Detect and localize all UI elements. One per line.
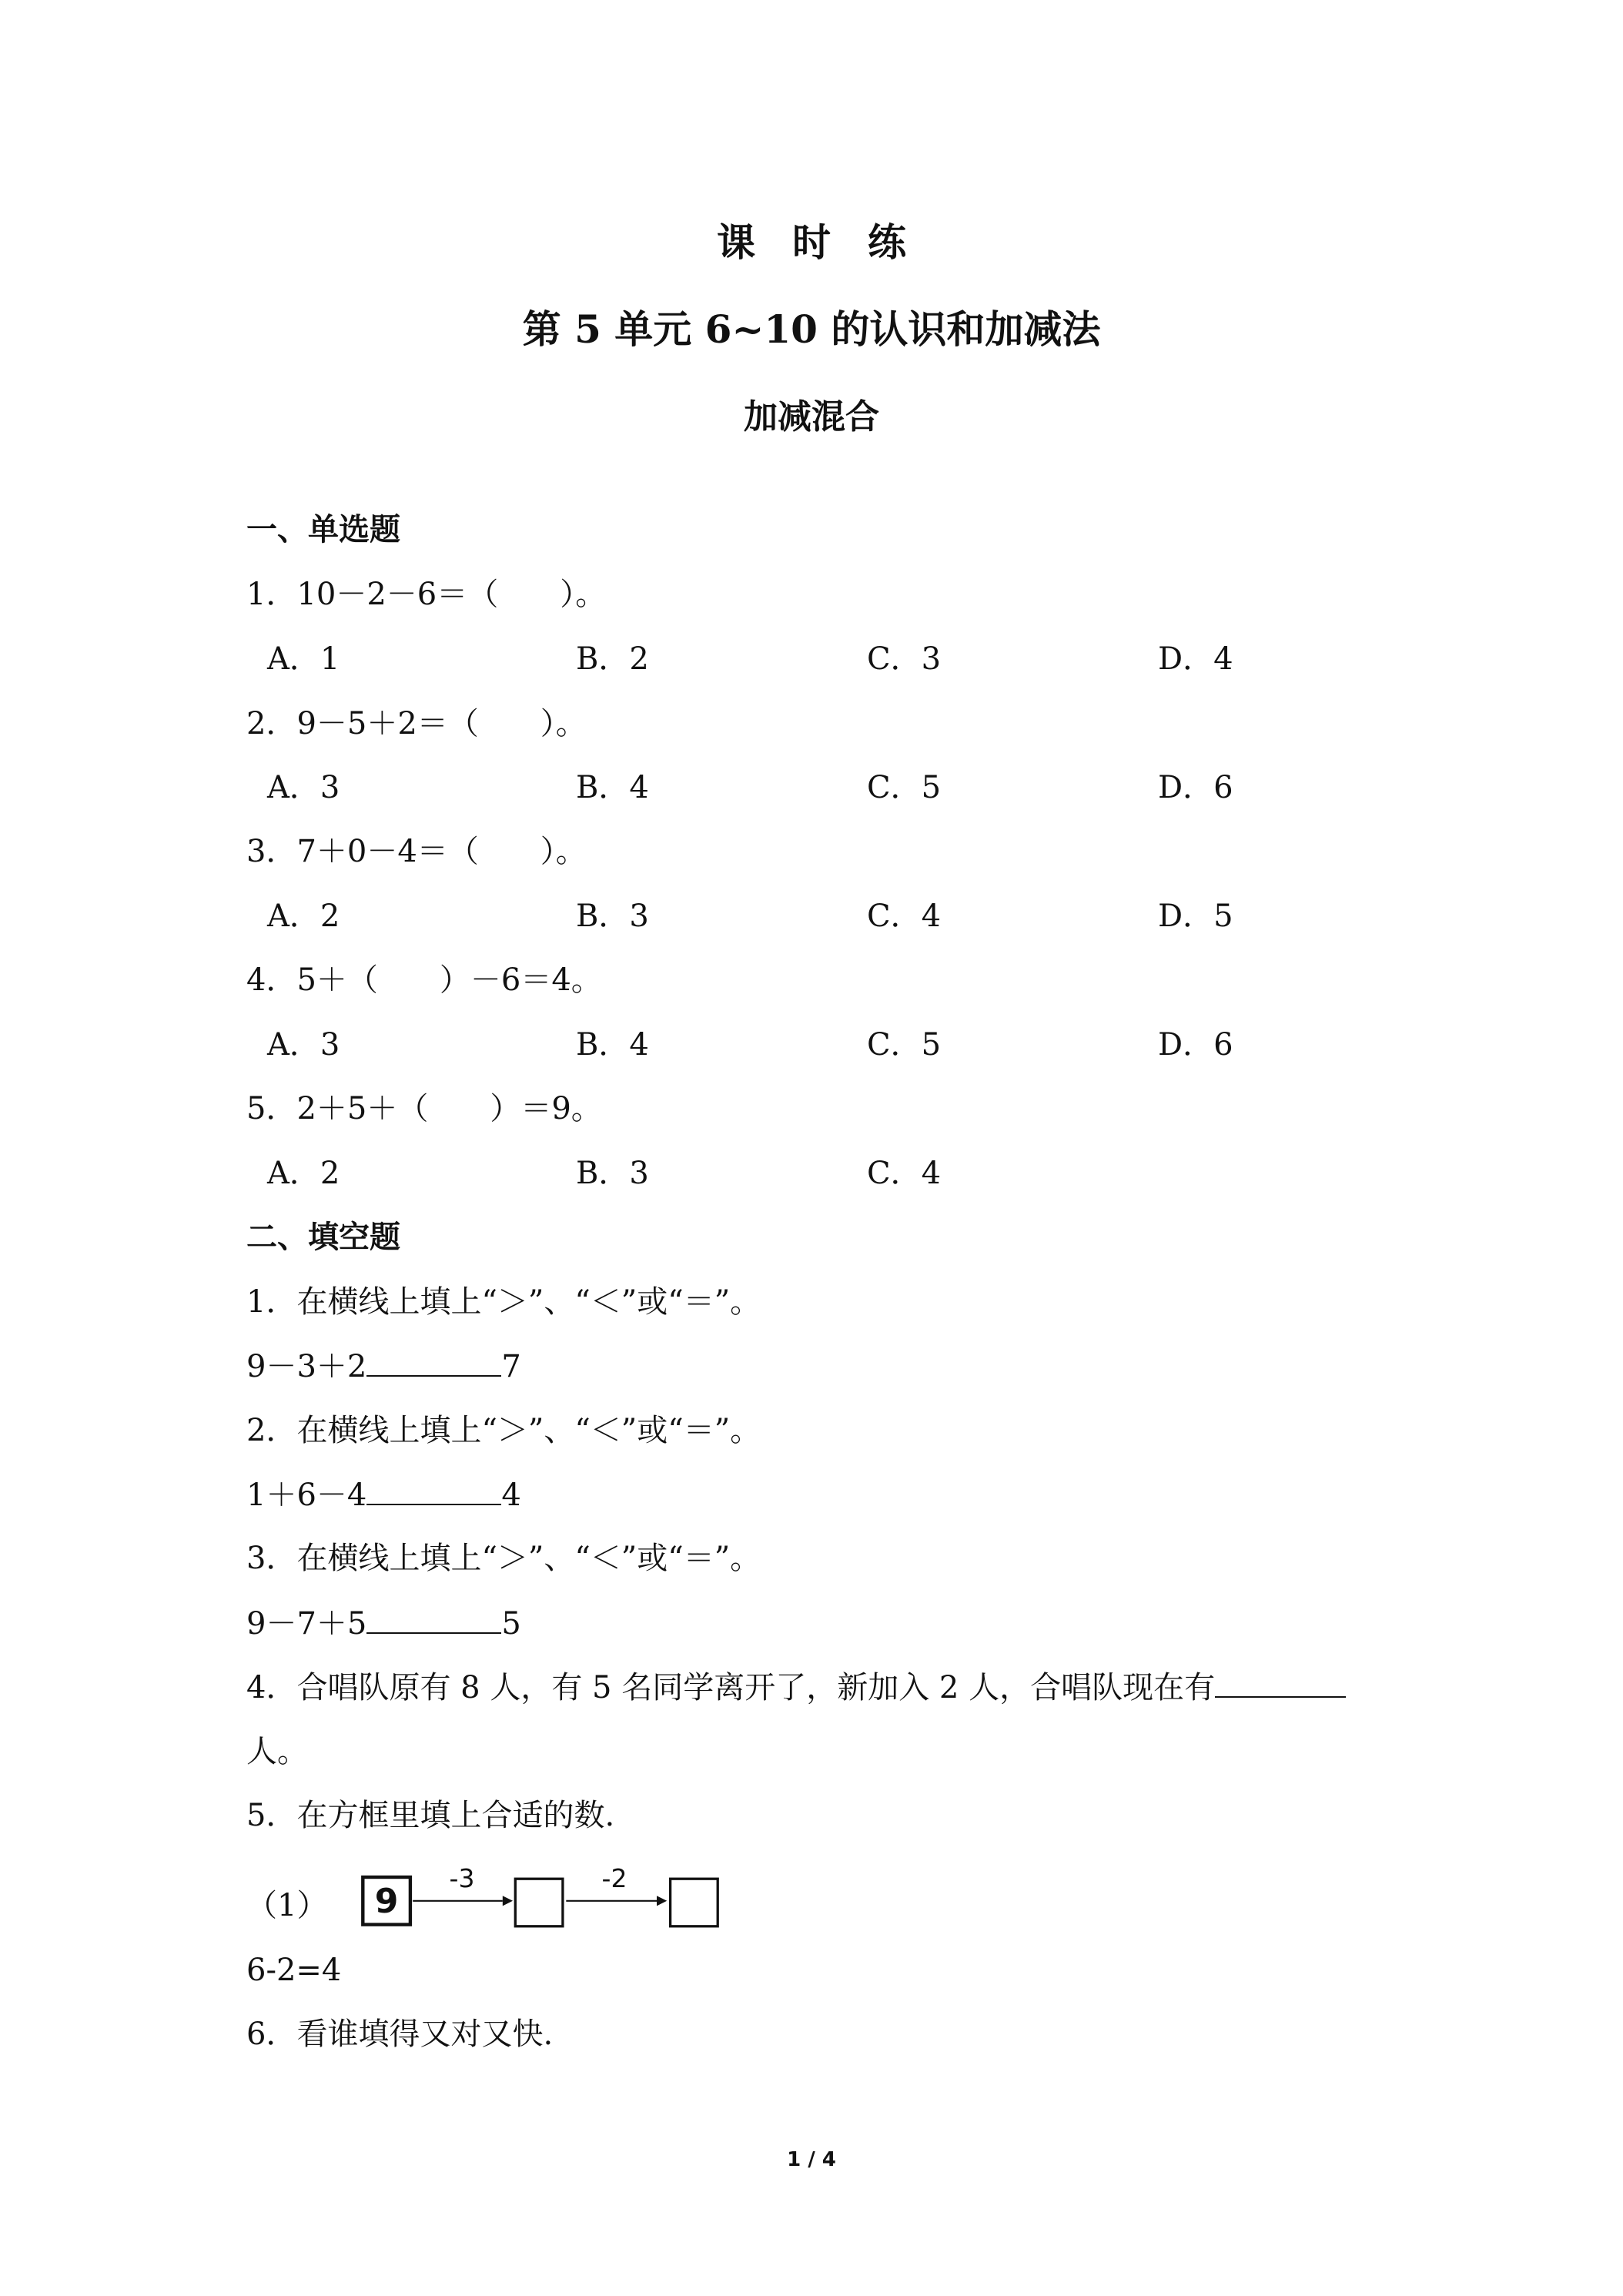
question-stem: 5．2＋5＋（ ）＝9。 <box>246 1091 602 1126</box>
comparison-row <box>246 1350 521 1382</box>
unit-title: 第 5 单元 6~10 的认识和加减法 <box>522 306 1101 352</box>
expression: 1＋6－4 <box>246 1478 367 1513</box>
option-c: C．5 <box>867 770 942 805</box>
question-prompt: 6．看谁填得又对又快. <box>246 2017 554 2052</box>
question-prompt: 1．在横线上填上“＞”、“＜”或“＝”。 <box>246 1284 761 1320</box>
document-title: 课时练 <box>717 219 943 265</box>
comparison-row <box>246 1606 521 1642</box>
expression: 9－3＋2 <box>246 1349 367 1384</box>
comparison-row <box>246 1479 521 1511</box>
answer-blank[interactable] <box>366 1350 501 1377</box>
question-prompt: 2．在横线上填上“＞”、“＜”或“＝”。 <box>246 1413 761 1448</box>
compare-value: 5 <box>501 1606 521 1642</box>
answer-blank[interactable] <box>366 1479 501 1505</box>
section-heading-fill-blank: 二、填空题 <box>246 1219 400 1255</box>
operation-label: -3 <box>449 1863 475 1894</box>
question-stem: 2．9－5＋2＝（ ）。 <box>246 706 587 741</box>
option-b: B．4 <box>576 770 649 805</box>
answer-blank[interactable] <box>366 1608 501 1634</box>
question-stem: 4．5＋（ ）－6＝4。 <box>246 962 602 998</box>
word-problem-tail: 人。 <box>246 1734 308 1769</box>
sub-question-label: （1） <box>246 1888 328 1923</box>
option-b: B．4 <box>576 1027 649 1063</box>
option-b: B．3 <box>576 1156 649 1191</box>
number-chain-diagram <box>331 1852 762 1936</box>
word-problem-text: 4．合唱队原有 8 人，有 5 名同学离开了，新加入 2 人，合唱队现在有 <box>246 1670 1216 1705</box>
arrow-head-icon <box>503 1896 513 1906</box>
word-problem <box>246 1672 1346 1703</box>
option-a: A．2 <box>267 1156 340 1191</box>
start-number: 9 <box>374 1882 399 1922</box>
option-a: A．2 <box>267 899 340 934</box>
question-prompt: 3．在横线上填上“＞”、“＜”或“＝”。 <box>246 1541 761 1576</box>
option-d: D．6 <box>1158 1027 1233 1063</box>
option-b: B．2 <box>576 641 649 677</box>
option-a: A．3 <box>267 1027 340 1063</box>
option-d: D．5 <box>1158 899 1233 934</box>
option-c: C．5 <box>867 1027 942 1063</box>
section-heading-single-choice: 一、单选题 <box>246 511 400 547</box>
option-c: C．3 <box>867 641 942 677</box>
page-number: 1 / 4 <box>787 2148 836 2171</box>
answer-box[interactable] <box>515 1879 563 1926</box>
lesson-title: 加减混合 <box>744 397 879 437</box>
answer-blank[interactable] <box>1215 1672 1346 1698</box>
answer-box[interactable] <box>671 1879 718 1926</box>
option-a: A．1 <box>267 641 340 677</box>
arrow-head-icon <box>657 1896 667 1906</box>
compare-value: 7 <box>501 1349 521 1384</box>
compare-value: 4 <box>501 1478 521 1513</box>
option-a: A．3 <box>267 770 340 805</box>
option-d: D．6 <box>1158 770 1233 805</box>
expression: 9－7＋5 <box>246 1606 367 1642</box>
operation-label: -2 <box>601 1863 627 1894</box>
option-c: C．4 <box>867 899 942 934</box>
question-stem: 1．10－2－6＝（ ）。 <box>246 577 607 612</box>
answer-line: 6-2=4 <box>246 1953 342 1988</box>
question-prompt: 5．在方框里填上合适的数. <box>246 1798 615 1833</box>
option-d: D．4 <box>1158 641 1233 677</box>
option-c: C．4 <box>867 1156 942 1191</box>
option-b: B．3 <box>576 899 649 934</box>
question-stem: 3．7＋0－4＝（ ）。 <box>246 834 587 869</box>
